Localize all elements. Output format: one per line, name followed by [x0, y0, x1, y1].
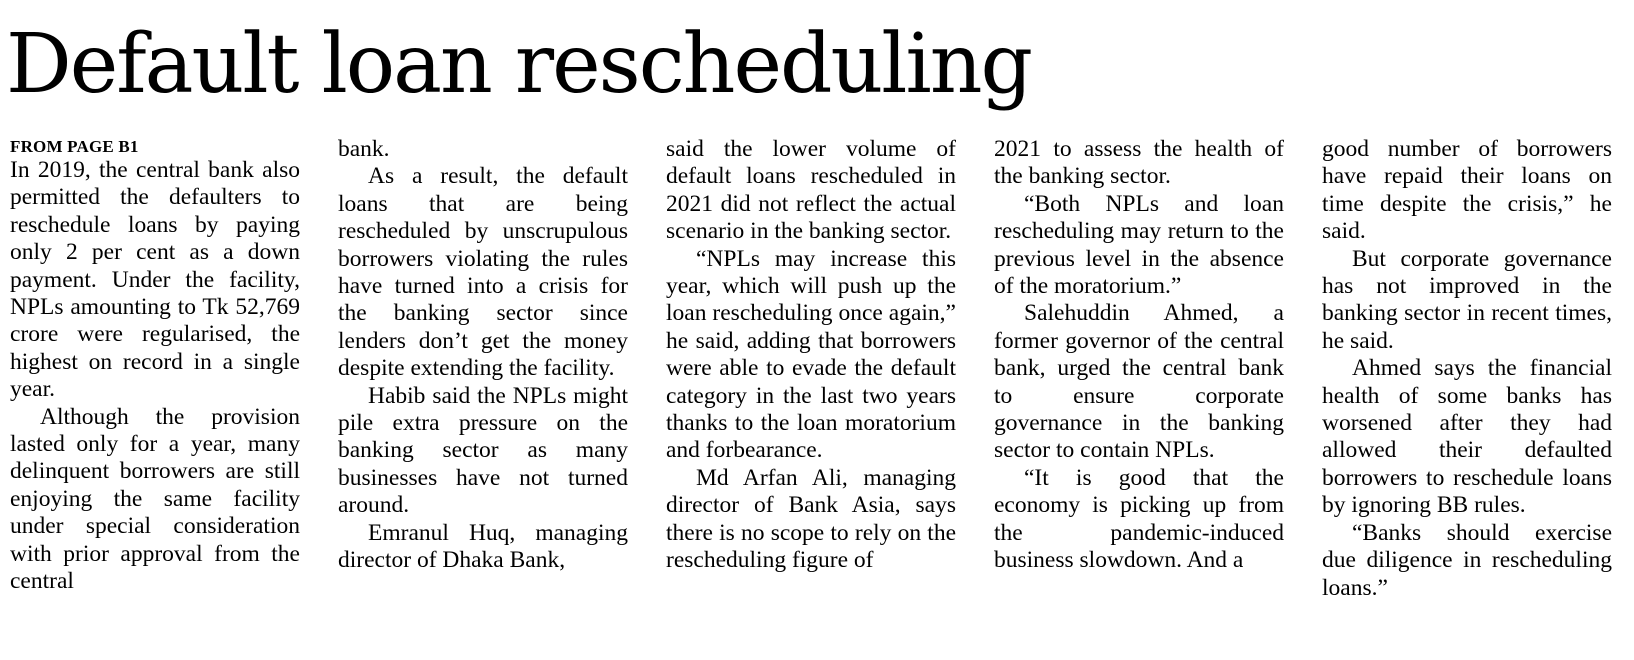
paragraph: “It is good that the economy is picking up from the pandemic-induced business slowdown. And a: [994, 464, 1284, 574]
paragraph: “NPLs may increase this year, which will push up the loan rescheduling once again,” he said, adding that borrowers were able to evade the default category in the last two years thanks to the loan moratorium and forbearance.: [666, 245, 956, 464]
paragraph: “Both NPLs and loan rescheduling may return to the previous level in the absence of the moratorium.”: [994, 190, 1284, 300]
article-body: [10, 136, 1630, 651]
paragraph: Although the provision lasted only for a year, many delinquent borrowers are still enjoying the same facility under special consideration with prior approval from the central: [10, 403, 300, 595]
paragraph: good number of borrowers have repaid their loans on time despite the crisis,” he said.: [1322, 136, 1612, 245]
paragraph: said the lower volume of default loans rescheduled in 2021 did not reflect the actual scenario in the banking sector.: [666, 136, 956, 245]
article-column-1: [10, 136, 300, 651]
article-column-4: [994, 136, 1284, 651]
article-column-5: [1322, 136, 1612, 651]
article-column-2: [338, 136, 628, 651]
headline: Default loan rescheduling: [6, 17, 1032, 112]
paragraph: Emranul Huq, managing director of Dhaka Bank,: [338, 519, 628, 574]
article-column-3: [666, 136, 956, 651]
paragraph: Salehuddin Ahmed, a former governor of the central bank, urged the central bank to ensure corporate governance in the banking sector to contain NPLs.: [994, 300, 1284, 464]
paragraph: In 2019, the central bank also permitted the defaulters to reschedule loans by paying only 2 per cent as a down payment. Under the facility, NPLs amounting to Tk 52,769 crore were regularised, the highest on record in a single year.: [10, 157, 300, 403]
paragraph: Md Arfan Ali, managing director of Bank Asia, says there is no scope to rely on the rescheduling figure of: [666, 464, 956, 574]
paragraph: Ahmed says the financial health of some banks has worsened after they had allowed their defaulted borrowers to reschedule loans by ignoring BB rules.: [1322, 355, 1612, 519]
paragraph: “Banks should exercise due diligence in rescheduling loans.”: [1322, 519, 1612, 601]
paragraph: But corporate governance has not improved in the banking sector in recent times, he said.: [1322, 245, 1612, 354]
kicker-from-page: FROM PAGE B1: [10, 137, 139, 156]
paragraph: Habib said the NPLs might pile extra pressure on the banking sector as many businesses have not turned around.: [338, 382, 628, 519]
paragraph: bank.: [338, 136, 390, 162]
paragraph: 2021 to assess the health of the banking sector.: [994, 136, 1284, 190]
paragraph: As a result, the default loans that are being rescheduled by unscrupulous borrowers violating the rules have turned into a crisis for the banking sector since lenders don’t get the money despite extending the facility.: [338, 163, 628, 382]
